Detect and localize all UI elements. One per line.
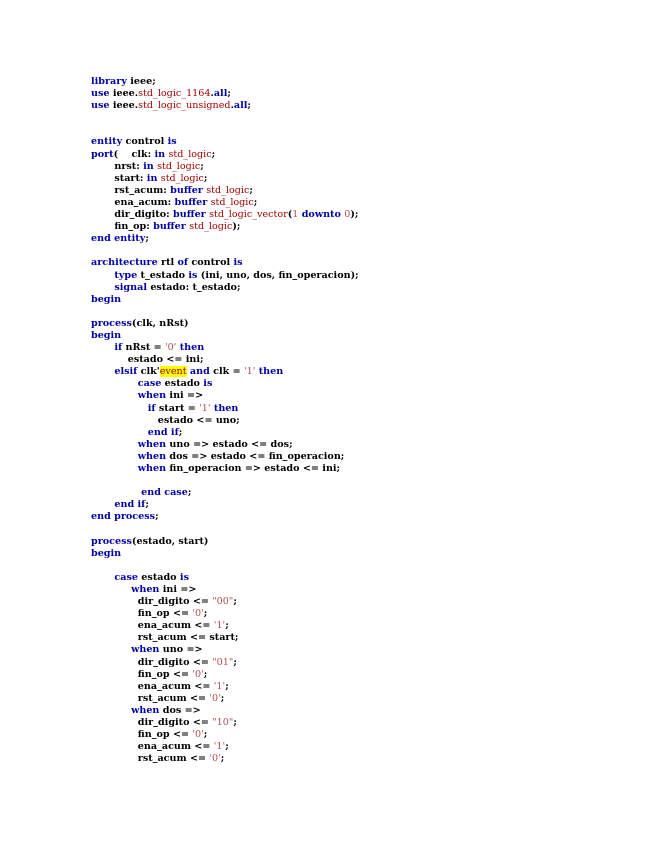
keyword-token: buffer [170,184,203,196]
code-line [91,584,631,596]
code-line [91,366,631,378]
code-line [91,185,631,197]
code-text: ; [233,596,237,608]
code-text [91,378,138,389]
code-text: ); [232,221,241,233]
code-line [91,124,631,136]
keyword-token: when [131,704,160,716]
code-line [91,669,631,681]
keyword-token: process [91,317,132,329]
code-text: ; [220,692,225,704]
keyword-token: signal [114,281,147,293]
keyword-token: then [213,402,239,414]
keyword-token: end [114,499,135,511]
code-text [91,366,114,377]
code-text [91,572,114,583]
code-line [91,536,631,548]
keyword-token: is [167,136,177,148]
literal-token: '0' [165,342,177,354]
literal-token: '0' [192,608,204,620]
code-text: ena_acum <= [91,620,214,632]
keyword-token: end [91,511,111,523]
code-text: ; [145,233,149,245]
type-token: std_logic [210,196,254,208]
literal-token: '0' [192,729,204,741]
code-text: ; [203,668,208,680]
code-text: ; [225,741,229,753]
keyword-token: begin [91,329,122,341]
keyword-token: then [258,366,284,378]
code-line [91,136,631,148]
keyword-token: all [213,88,228,100]
code-line [91,403,631,415]
code-line [91,548,631,560]
code-text: fin_operacion => estado <= ini; [166,463,341,474]
code-text: rst_acum <= [91,753,210,765]
code-text [91,270,114,281]
code-text: dir_digito <= [91,656,213,668]
literal-token: 1 [292,209,299,221]
code-text: ; [220,753,225,765]
code-line [91,644,631,656]
code-text: start: [91,172,147,184]
literal-token: '1' [213,680,226,692]
code-text: ; [203,608,208,620]
keyword-token: buffer [174,196,208,208]
code-text: ; [227,88,231,100]
code-text: dir_digito <= [91,716,213,728]
keyword-token: library [91,76,127,87]
code-text [91,439,138,450]
code-text: ); [350,209,359,221]
keyword-token: begin [91,547,122,559]
code-line [91,354,631,366]
code-line [91,390,631,402]
code-text: dos => [159,704,201,716]
code-text: ; [249,184,253,196]
code-text [91,644,131,655]
code-text: . [210,88,214,100]
literal-token: '0' [192,668,204,680]
code-line [91,306,631,318]
code-text: estado <= uno; [91,414,240,426]
keyword-token: when [131,583,160,595]
code-line [91,741,631,753]
keyword-token: architecture [91,257,158,269]
code-text: ieee; [126,76,156,87]
keyword-token: in [154,148,166,160]
code-text: ; [247,100,251,112]
code-text: dir_digito: [91,209,174,221]
keyword-token: buffer [153,221,186,233]
keyword-token: use [91,88,110,100]
code-text [91,451,138,462]
keyword-token: when [137,450,167,462]
keyword-token: elsif [114,366,138,378]
code-line [91,209,631,221]
code-text: fin_op <= [91,729,193,741]
keyword-token: downto [301,209,341,221]
code-line [91,318,631,330]
code-text: ; [233,716,237,728]
code-line [91,681,631,693]
code-line [91,197,631,209]
code-text: uno => estado <= dos; [166,438,293,450]
code-line [91,511,631,523]
code-text: ( [287,209,293,221]
code-text: ( clk: [113,148,155,160]
keyword-token: all [233,100,248,112]
code-text: fin_op: [91,221,154,233]
code-text [91,487,141,498]
keyword-token: type [114,269,138,281]
keyword-token: if [170,426,179,438]
code-line [91,245,631,257]
code-text: dir_digito <= [91,596,213,608]
code-text: start = [155,402,200,414]
literal-token: "01" [212,656,234,668]
code-text: estado [161,378,204,390]
keyword-token: process [114,511,156,523]
keyword-token: is [203,378,213,390]
literal-token: '1' [213,620,226,632]
code-line [91,173,631,185]
code-text [91,403,148,414]
code-line [91,233,631,245]
type-token: std_logic [160,172,204,184]
keyword-token: in [146,172,158,184]
code-text: rtl [157,257,178,269]
type-token: std_logic_1164 [138,88,211,100]
code-line [91,632,631,644]
code-line [91,475,631,487]
keyword-token: when [137,463,167,474]
code-document [91,76,631,765]
literal-token: '1' [244,366,256,378]
keyword-token: entity [91,136,123,148]
code-line [91,88,631,100]
code-line [91,415,631,427]
code-line [91,487,631,499]
code-text [91,584,131,595]
code-line [91,657,631,669]
code-text: nrst: [91,160,144,172]
code-text: ; [178,426,183,438]
code-text: ; [203,172,208,184]
code-text: clk = [209,366,244,378]
code-text: ; [225,680,229,692]
keyword-token: port [91,148,114,160]
keyword-token: if [137,499,146,511]
code-text: nRst = [122,342,166,354]
code-line [91,378,631,390]
keyword-token: use [91,100,110,112]
type-token: std_logic [206,184,250,196]
code-text: ; [253,196,258,208]
code-line [91,76,631,88]
code-line [91,620,631,632]
code-text: ini => [159,583,197,595]
code-line [91,221,631,233]
code-text: ; [187,487,192,499]
code-text [91,427,148,438]
highlighted-token: event [159,366,187,378]
code-line [91,705,631,717]
code-text: ini => [166,390,204,402]
code-text: . [230,100,234,112]
code-line [91,149,631,161]
keyword-token: end [147,426,168,438]
code-text: control [122,136,168,148]
code-text: uno => [159,644,203,656]
literal-token: '1' [199,402,211,414]
code-line [91,463,631,475]
literal-token: '0' [209,753,221,765]
code-line [91,330,631,342]
type-token: std_logic_unsigned [138,100,231,112]
keyword-token: when [137,438,167,450]
type-token: std_logic [189,221,233,233]
code-line [91,112,631,124]
keyword-token: in [143,160,154,172]
keyword-token: end [141,487,161,499]
code-line [91,608,631,620]
code-text: (estado, start) [131,535,209,547]
code-text: t_estado [137,269,189,281]
keyword-token: case [114,571,138,583]
code-text [91,390,138,401]
code-text: estado <= ini; [91,354,204,366]
code-text: estado [137,571,180,583]
keyword-token: if [147,402,156,414]
code-line [91,257,631,269]
code-text: ieee. [109,88,139,100]
keyword-token: begin [91,293,122,305]
type-token: std_logic [157,160,201,172]
code-text: ena_acum <= [91,680,214,692]
code-text: ; [145,499,149,511]
literal-token: "00" [212,596,234,608]
type-token: std_logic_vector [209,209,288,221]
code-line [91,161,631,173]
code-text: rst_acum: [91,184,171,196]
code-line [91,439,631,451]
keyword-token: case [137,378,162,390]
code-text: ieee. [109,100,139,112]
code-line [91,753,631,765]
keyword-token: if [114,342,123,354]
code-line [91,294,631,306]
literal-token: 0 [344,209,351,221]
code-text: clk' [137,366,160,378]
code-line [91,717,631,729]
code-text: ; [225,620,229,632]
code-text: ena_acum <= [91,741,214,753]
code-line [91,270,631,282]
code-line [91,427,631,439]
keyword-token: is [233,257,243,269]
literal-token: '0' [209,692,221,704]
code-line [91,729,631,741]
code-text: ; [200,160,204,172]
keyword-token: of [177,257,189,269]
code-text: estado: t_estado; [146,281,241,293]
code-text [91,705,131,716]
code-text: (ini, uno, dos, fin_operacion); [197,269,359,281]
keyword-token: and [189,366,210,378]
code-line [91,596,631,608]
keyword-token: case [164,487,188,499]
keyword-token: when [131,644,160,656]
code-line [91,100,631,112]
literal-token: "10" [212,716,234,728]
code-text: ; [155,511,159,523]
code-line [91,523,631,535]
code-text: fin_op <= [91,608,193,620]
code-line [91,342,631,354]
keyword-token: is [188,269,198,281]
code-text: ; [233,656,237,668]
keyword-token: buffer [173,209,206,221]
code-text: ena_acum: [91,196,175,208]
keyword-token: is [179,571,189,583]
keyword-token: entity [114,233,146,245]
code-line [91,451,631,463]
code-text [91,282,114,293]
keyword-token: process [91,535,132,547]
keyword-token: then [179,342,205,354]
code-text: ; [211,148,216,160]
code-text: dos => estado <= fin_operacion; [166,450,345,462]
keyword-token: end [91,233,111,245]
code-text: rst_acum <= start; [91,632,239,644]
code-line [91,572,631,584]
code-text [91,499,114,510]
literal-token: '1' [213,741,226,753]
code-text [91,463,138,474]
keyword-token: when [137,390,167,402]
code-text: rst_acum <= [91,692,210,704]
code-text [91,342,114,353]
code-text: fin_op <= [91,668,193,680]
code-text: ; [203,729,208,741]
code-text: (clk, nRst) [131,317,189,329]
code-text: control [188,257,234,269]
code-line [91,282,631,294]
type-token: std_logic [168,148,212,160]
code-line [91,499,631,511]
code-line [91,693,631,705]
code-line [91,560,631,572]
